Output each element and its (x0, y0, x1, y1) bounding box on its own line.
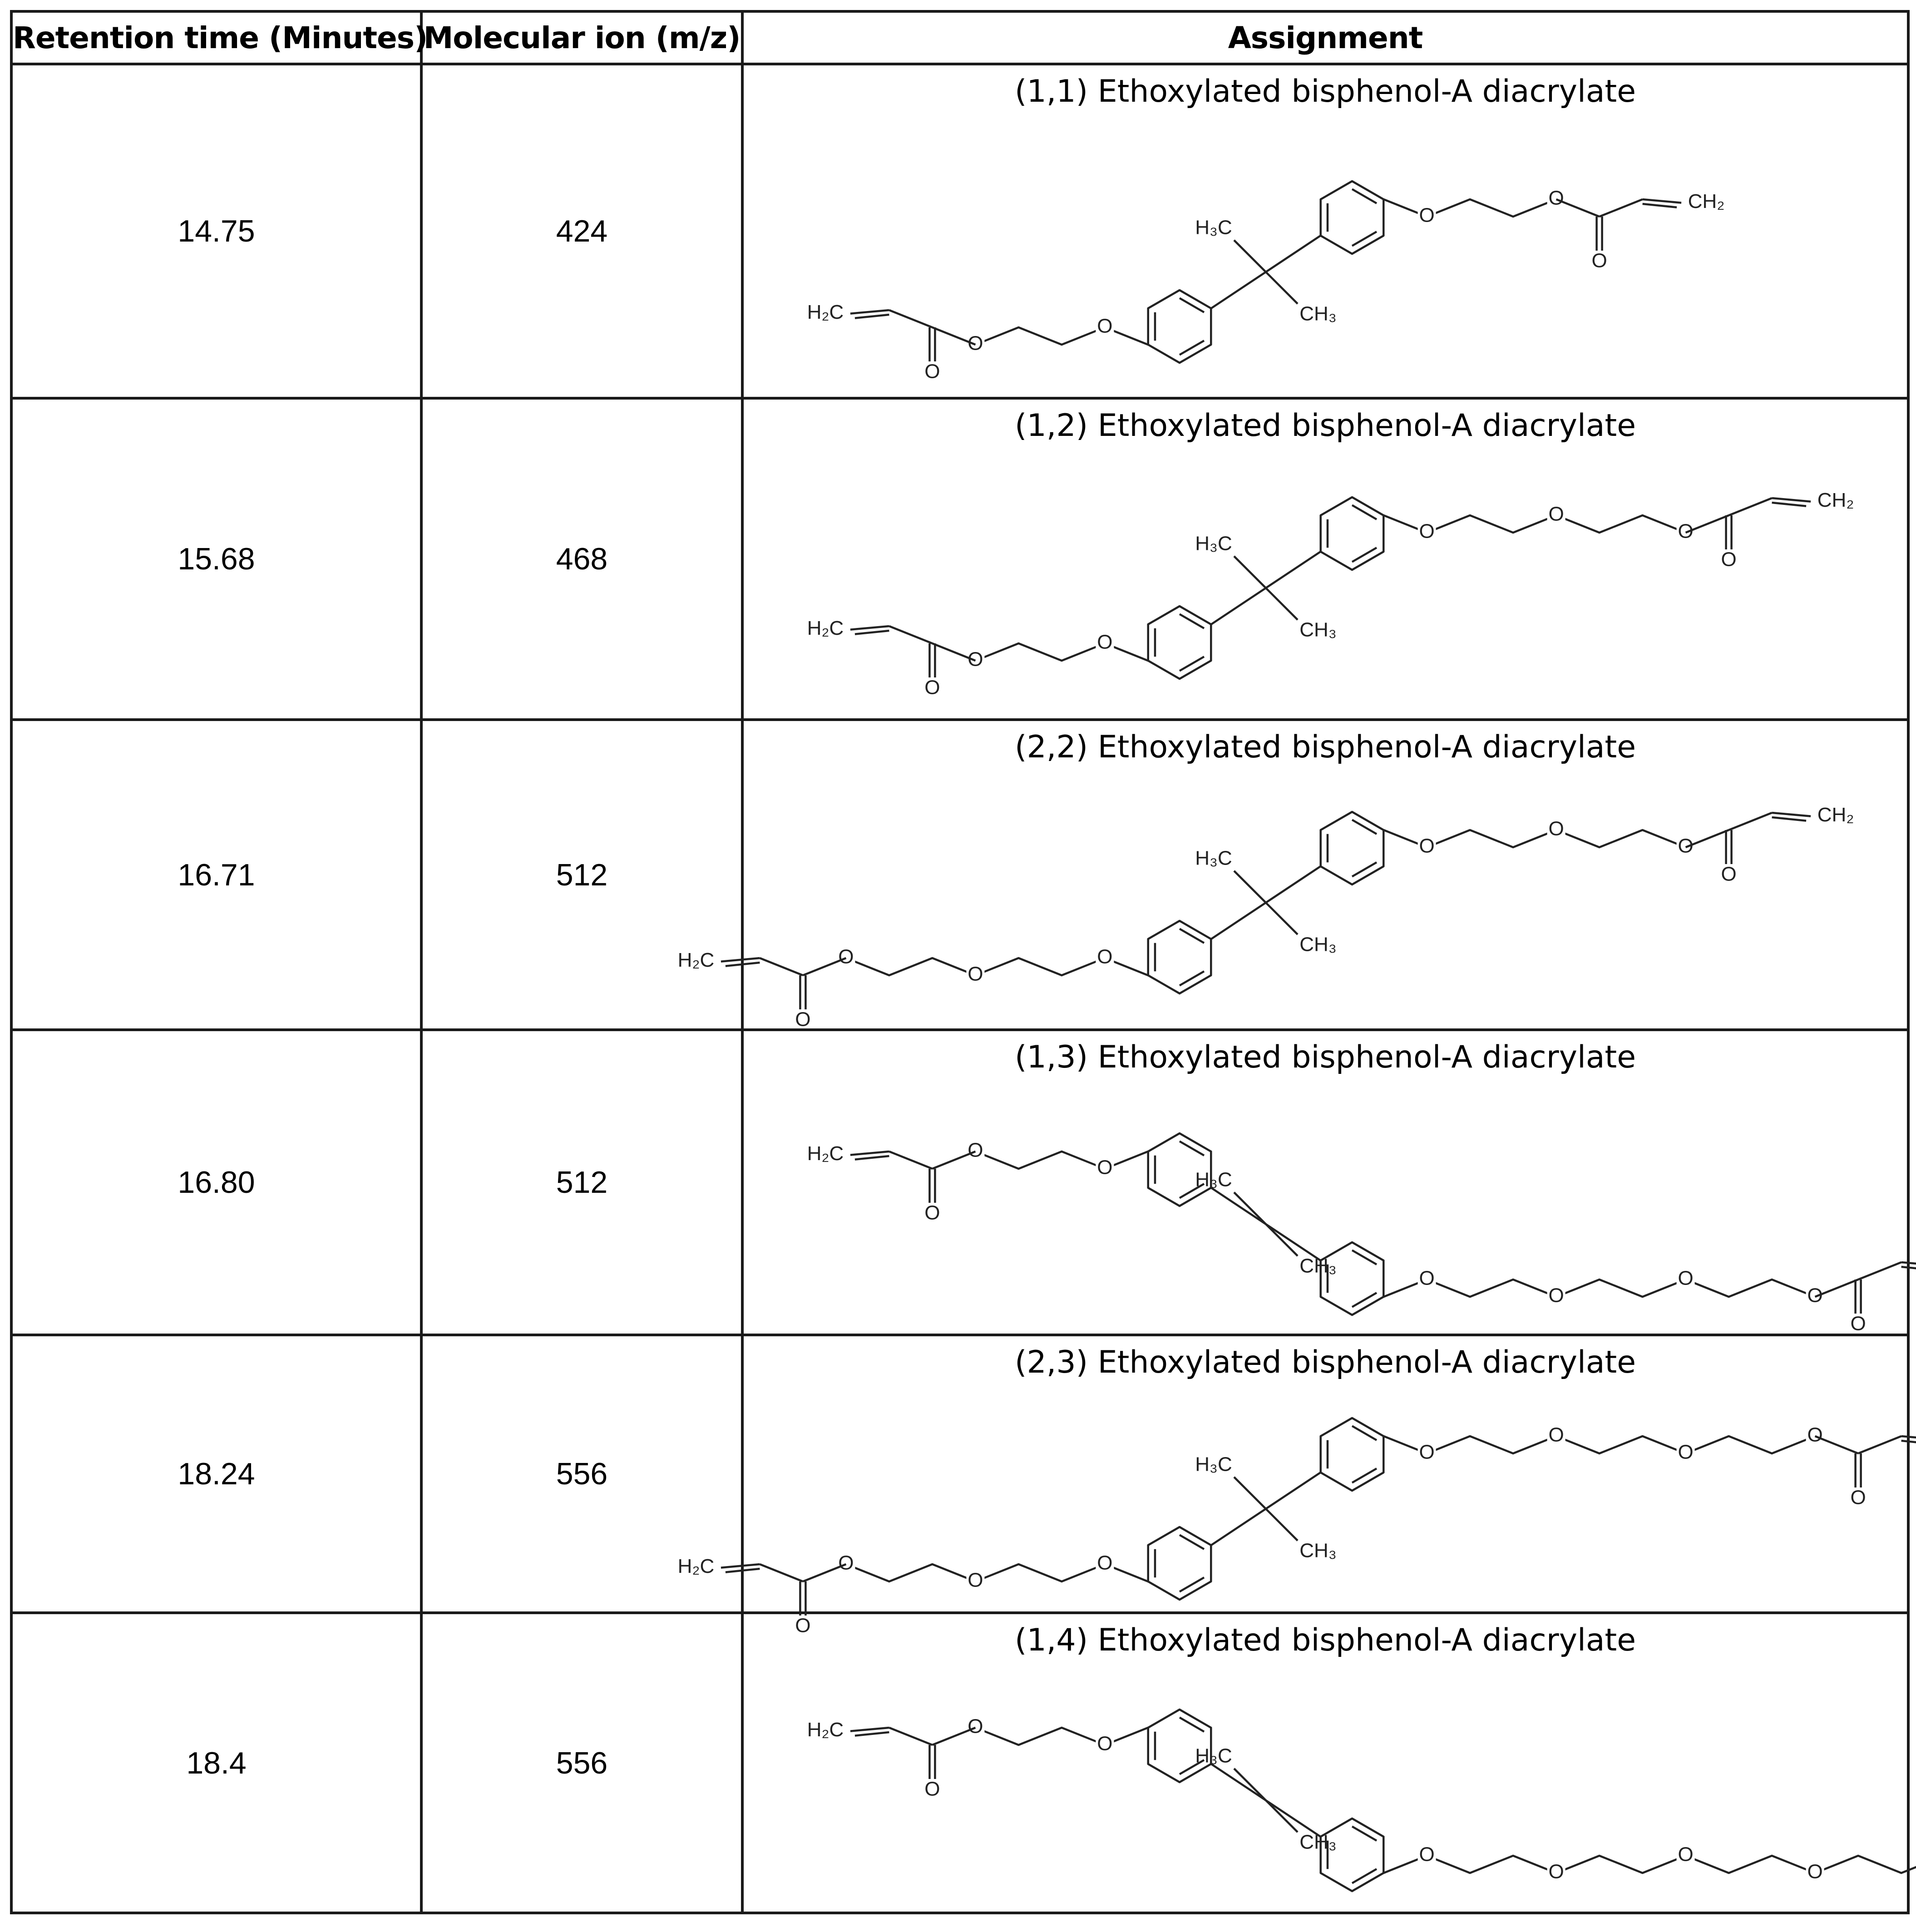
table-row (11, 1030, 1908, 1335)
benzene-ring (1148, 1527, 1211, 1600)
chemical-structure (744, 1660, 1901, 1932)
double-bond (1180, 1718, 1204, 1732)
molecular-ion-cell: 424 (421, 64, 742, 398)
benzene-ring (1148, 921, 1211, 993)
carbonyl-oxygen: O (1721, 863, 1737, 885)
bond (1600, 199, 1643, 217)
double-bond (1180, 614, 1204, 628)
results-table (10, 10, 1910, 1914)
oxygen-atom: O (1548, 1860, 1564, 1883)
methyl-bond (1234, 240, 1266, 272)
oxygen-atom: O (1678, 520, 1694, 543)
double-bond (1352, 1426, 1377, 1440)
vinyl-bond (1901, 1436, 1916, 1440)
oxygen-atom: O (1678, 1441, 1694, 1463)
benzene-ring (1321, 1818, 1384, 1891)
assignment-cell (742, 398, 1908, 720)
ethoxy-chain (1384, 1280, 1815, 1297)
oxygen-atom: O (1097, 1552, 1113, 1574)
oxygen-atom: O (1419, 520, 1435, 543)
benzene-ring (1148, 290, 1211, 363)
vinyl-bond (1901, 1262, 1916, 1266)
ethoxy-chain (1384, 1436, 1815, 1453)
oxygen-atom: O (1419, 1441, 1435, 1463)
double-bond (1352, 548, 1377, 562)
compound-name: (1,3) Ethoxylated bisphenol-A diacrylate (1014, 1039, 1636, 1075)
methyl-bond (1234, 871, 1266, 903)
oxygen-atom: O (1548, 503, 1564, 525)
oxygen-atom: O (1097, 315, 1113, 337)
vinyl-bond (850, 1151, 889, 1155)
retention-time-cell: 18.24 (11, 1335, 421, 1613)
carbonyl-oxygen: O (924, 676, 940, 699)
double-bond (1352, 1468, 1377, 1482)
oxygen-atom: O (1097, 945, 1113, 968)
molecular-ion-cell: 556 (421, 1335, 742, 1613)
double-bond (1352, 862, 1377, 876)
header-retention-time: Retention time (Minutes) (11, 11, 421, 64)
methylene-group: H₂C (677, 1555, 715, 1578)
oxygen-atom: O (1678, 835, 1694, 857)
molecular-ion-cell: 556 (421, 1613, 742, 1913)
oxygen-atom: O (968, 332, 983, 355)
retention-time-cell: 18.4 (11, 1613, 421, 1913)
bond (1729, 498, 1772, 515)
vinyl-bond (1772, 503, 1807, 506)
methylene-group: H₂C (807, 1142, 844, 1165)
assignment-cell (677, 1335, 1908, 1637)
benzene-ring (1148, 606, 1211, 679)
double-bond (1352, 232, 1377, 246)
methyl-bond (1266, 903, 1298, 934)
vinyl-bond (1643, 199, 1682, 203)
vinyl-bond (850, 310, 889, 314)
retention-time-cell: 15.68 (11, 398, 421, 720)
bond (1266, 866, 1320, 903)
methyl-group: H₃C (1195, 847, 1232, 870)
double-bond (1352, 820, 1377, 834)
double-bond (1180, 1535, 1204, 1549)
double-bond (1180, 929, 1204, 943)
oxygen-atom: O (1807, 1860, 1823, 1883)
methyl-bond (1234, 1192, 1266, 1224)
double-bond (1180, 1141, 1204, 1156)
table-row (11, 720, 1908, 1030)
double-bond (1180, 971, 1204, 985)
double-bond (1180, 657, 1204, 671)
methyl-group: H₃C (1195, 1168, 1232, 1191)
methyl-bond (1234, 1477, 1266, 1509)
assignment-cell (742, 1613, 1908, 1913)
carbonyl-oxygen: O (1850, 1486, 1866, 1509)
methyl-group: CH₃ (1299, 1831, 1337, 1853)
vinyl-bond (1901, 1441, 1916, 1444)
oxygen-atom: O (1548, 187, 1564, 209)
oxygen-atom: O (1419, 1843, 1435, 1866)
compound-name: (1,2) Ethoxylated bisphenol-A diacrylate (1014, 408, 1636, 444)
oxygen-atom: O (1807, 1423, 1823, 1446)
methylene-group: CH₂ (1688, 190, 1725, 213)
molecular-ion-cell: 512 (421, 1030, 742, 1335)
double-bond (1352, 189, 1377, 203)
table-row (11, 1613, 1908, 1913)
ethoxy-chain (1384, 1856, 1916, 1873)
methylene-group: H₂C (807, 617, 844, 640)
ethoxy-chain (975, 1728, 1148, 1745)
bond (760, 1564, 803, 1581)
table-row (11, 398, 1908, 720)
bond (1266, 552, 1320, 588)
carbonyl-oxygen: O (924, 1201, 940, 1224)
benzene-ring (1321, 1242, 1384, 1315)
bond (760, 958, 803, 975)
methyl-group: H₃C (1195, 216, 1232, 239)
molecular-ion-cell: 468 (421, 398, 742, 720)
oxygen-atom: O (1097, 1732, 1113, 1755)
oxygen-atom: O (1419, 1267, 1435, 1290)
ethoxy-chain (975, 327, 1148, 345)
methylene-group: CH₂ (1817, 489, 1854, 512)
carbonyl-oxygen: O (795, 1614, 811, 1637)
bond (1211, 903, 1266, 939)
vinyl-bond (1643, 204, 1677, 208)
oxygen-atom: O (1678, 1267, 1694, 1290)
bond (1211, 1188, 1266, 1224)
carbonyl-oxygen: O (1850, 1312, 1866, 1335)
methyl-group: CH₃ (1299, 302, 1337, 325)
bond (1211, 1764, 1266, 1800)
bond (1211, 588, 1266, 624)
bond (889, 310, 932, 327)
vinyl-bond (850, 1728, 889, 1731)
compound-name: (2,2) Ethoxylated bisphenol-A diacrylate (1014, 729, 1636, 765)
retention-time-cell: 14.75 (11, 64, 421, 398)
double-bond (1180, 1577, 1204, 1591)
vinyl-bond (855, 315, 889, 318)
oxygen-atom: O (1678, 1843, 1694, 1866)
double-bond (1180, 298, 1204, 312)
oxygen-atom: O (1097, 1156, 1113, 1179)
methyl-bond (1266, 1509, 1298, 1541)
double-bond (1352, 1869, 1377, 1883)
assignment-cell (742, 64, 1908, 398)
table-row (11, 1335, 1908, 1613)
methyl-group: H₃C (1195, 1744, 1232, 1767)
methyl-bond (1266, 588, 1298, 620)
methyl-group: CH₃ (1299, 618, 1337, 641)
oxygen-atom: O (1548, 817, 1564, 840)
oxygen-atom: O (1419, 204, 1435, 227)
oxygen-atom: O (1097, 631, 1113, 653)
oxygen-atom: O (968, 963, 983, 985)
bond (1858, 1436, 1901, 1453)
compound-name: (1,4) Ethoxylated bisphenol-A diacrylate (1014, 1622, 1636, 1658)
oxygen-atom: O (1419, 835, 1435, 857)
vinyl-bond (855, 1732, 889, 1736)
methyl-group: CH₃ (1299, 933, 1337, 956)
oxygen-atom: O (1807, 1284, 1823, 1307)
methyl-group: H₃C (1195, 532, 1232, 555)
chemical-structure (744, 111, 1901, 383)
ethoxy-chain (1384, 199, 1556, 217)
vinyl-bond (855, 1156, 889, 1160)
bond (1211, 1509, 1266, 1545)
vinyl-bond (1772, 817, 1807, 821)
ethoxy-chain (975, 643, 1148, 661)
assignment-cell (677, 720, 1908, 1031)
bond (889, 1728, 932, 1745)
header-row (11, 11, 1908, 64)
table-row (11, 64, 1908, 398)
header-assignment: Assignment (742, 11, 1908, 64)
oxygen-atom: O (1548, 1284, 1564, 1307)
double-bond (1352, 1827, 1377, 1841)
benzene-ring (1321, 497, 1384, 570)
carbonyl-oxygen: O (924, 1778, 940, 1800)
compound-name: (2,3) Ethoxylated bisphenol-A diacrylate (1014, 1344, 1636, 1380)
double-bond (1352, 1250, 1377, 1265)
methyl-bond (1234, 556, 1266, 588)
methylene-group: H₂C (677, 949, 715, 972)
methylene-group: H₂C (807, 301, 844, 324)
benzene-ring (1321, 181, 1384, 254)
vinyl-bond (1772, 813, 1811, 816)
methyl-group: CH₃ (1299, 1539, 1337, 1562)
oxygen-atom: O (968, 1715, 983, 1738)
methylene-group: H₂C (807, 1719, 844, 1741)
double-bond (1352, 1293, 1377, 1307)
double-bond (1180, 341, 1204, 355)
oxygen-atom: O (968, 1569, 983, 1591)
chemical-structure (744, 445, 1901, 717)
benzene-ring (1321, 1418, 1384, 1491)
bond (1266, 236, 1320, 272)
oxygen-atom: O (838, 1552, 854, 1574)
bond (1858, 1262, 1901, 1280)
bond (889, 626, 932, 643)
methyl-group: CH₃ (1299, 1255, 1337, 1277)
chemical-structure (677, 766, 1901, 1039)
methyl-bond (1266, 272, 1298, 304)
oxygen-atom: O (838, 945, 854, 968)
assignment-cell (742, 1030, 1908, 1335)
oxygen-atom: O (1548, 1423, 1564, 1446)
methyl-bond (1234, 1769, 1266, 1800)
retention-time-cell: 16.71 (11, 720, 421, 1030)
compound-name: (1,1) Ethoxylated bisphenol-A diacrylate (1014, 74, 1636, 109)
oxygen-atom: O (968, 648, 983, 671)
oxygen-atom: O (968, 1139, 983, 1161)
methylene-group: CH₂ (1817, 804, 1854, 826)
double-bond (1352, 505, 1377, 519)
carbonyl-oxygen: O (795, 1008, 811, 1031)
bond (889, 1151, 932, 1169)
methyl-bond (1266, 1224, 1298, 1256)
bond (1729, 813, 1772, 830)
carbonyl-oxygen: O (1721, 548, 1737, 571)
methyl-group: H₃C (1195, 1453, 1232, 1476)
bond (1266, 1472, 1320, 1509)
chemical-structure (744, 1077, 1901, 1349)
retention-time-cell: 16.80 (11, 1030, 421, 1335)
vinyl-bond (1772, 498, 1811, 502)
header-molecular-ion: Molecular ion (m/z) (421, 11, 742, 64)
bond (1211, 272, 1266, 308)
carbonyl-oxygen: O (924, 360, 940, 383)
methyl-bond (1266, 1800, 1298, 1832)
molecular-ion-cell: 512 (421, 720, 742, 1030)
carbonyl-oxygen: O (1591, 249, 1607, 272)
benzene-ring (1321, 812, 1384, 884)
vinyl-bond (855, 631, 889, 634)
vinyl-bond (1901, 1267, 1916, 1270)
ethoxy-chain (975, 1151, 1148, 1169)
vinyl-bond (850, 626, 889, 630)
